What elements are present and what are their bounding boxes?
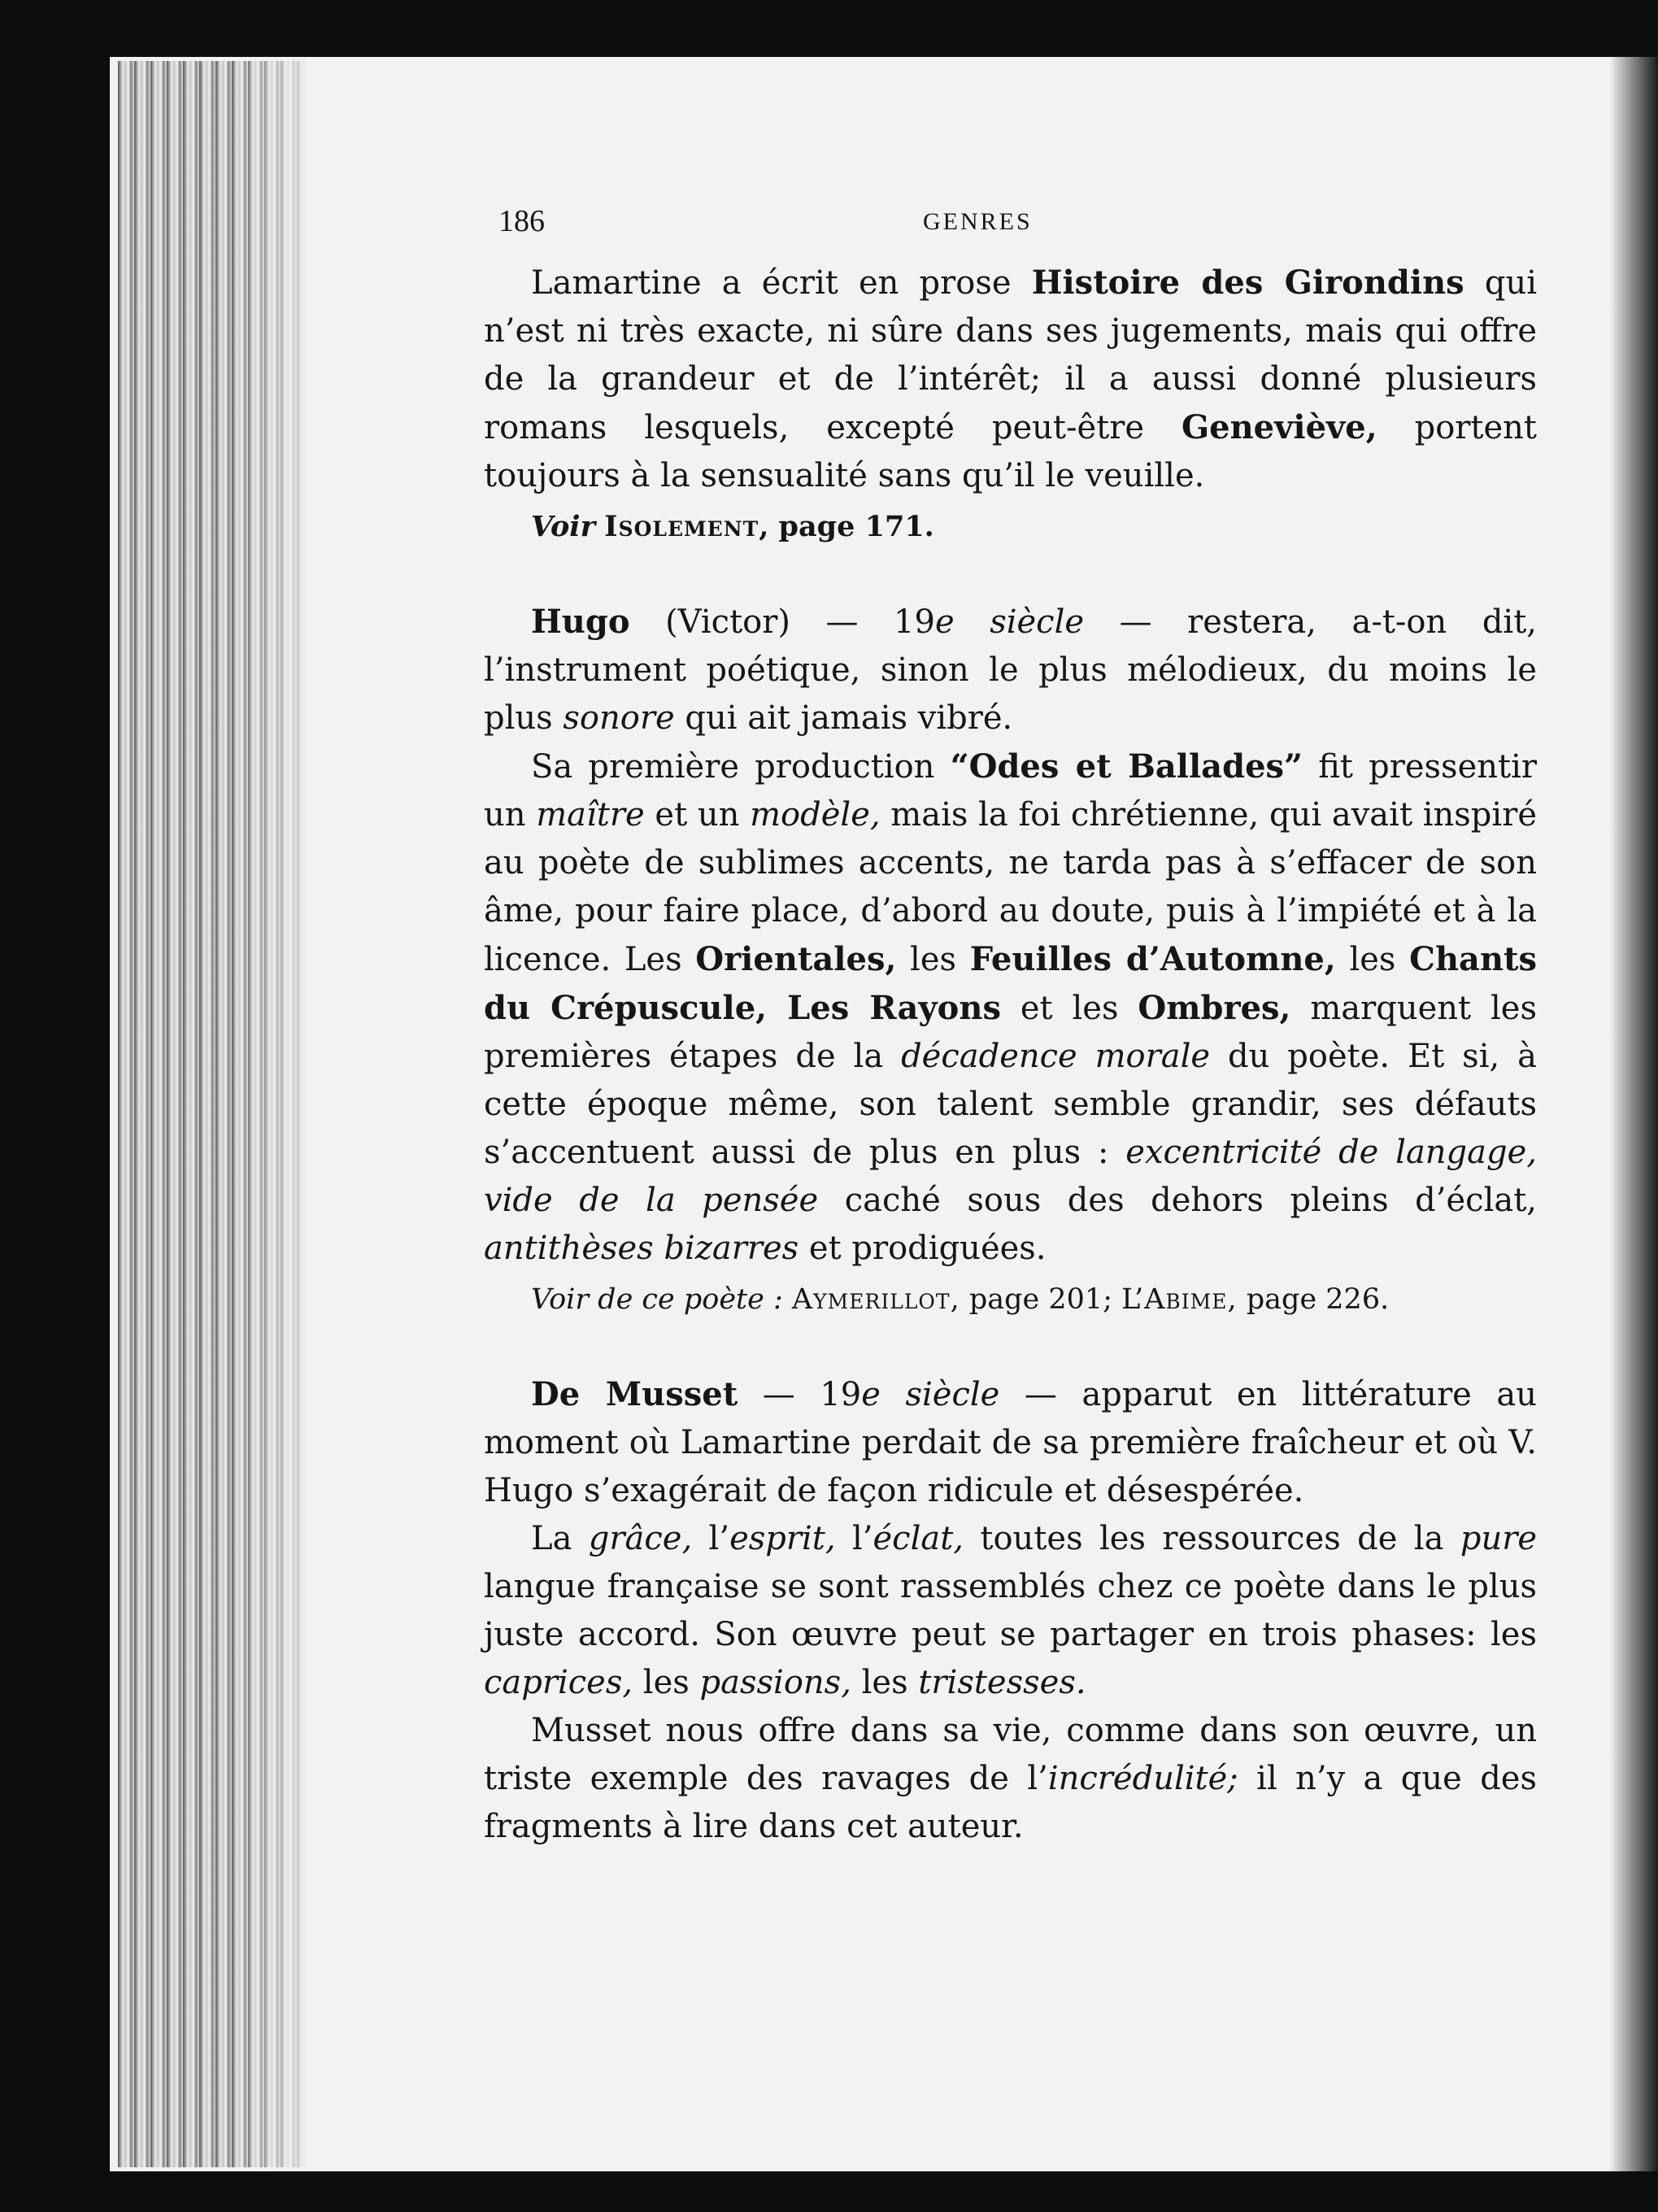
text-run: La	[531, 1520, 589, 1557]
page-number: 186	[498, 204, 545, 238]
emphasis-text: éclat,	[873, 1520, 964, 1557]
text-run: qui ait jamais vibré.	[674, 699, 1013, 737]
text-run: Musset nous offre dans sa vie, comme dans son œuvre, un triste exemple des ravages de l’	[484, 1712, 1537, 1797]
text-run: qui n’est ni très exacte, ni sûre dans ses jugements, mais qui offre de la grandeur et de l’intérêt; il a aussi donné plusieurs romans lesquels, excepté peut-être	[484, 264, 1537, 446]
running-head	[484, 203, 1537, 252]
book-title-odes-et-ballades: “Odes et Ballades”	[950, 747, 1303, 786]
musset-paragraph-2	[484, 1515, 1537, 1707]
text-run: mais la foi chrétienne, qui avait inspiré au poète de sublimes accents, ne tarda pas à s’effacer de son âme, pour faire place, d’abord au doute, puis à l’impiété et à la licence. Les	[484, 796, 1537, 978]
hugo-paragraph-1	[484, 598, 1537, 742]
emphasis-text: esprit,	[729, 1520, 836, 1557]
reference-title: Isolement,	[604, 510, 770, 543]
emphasis-text: modèle,	[750, 796, 881, 834]
text-run: (Victor) — 19	[629, 603, 935, 641]
reference-page: page 171.	[778, 510, 934, 543]
reference-title: Aymerillot,	[791, 1283, 960, 1316]
text-run: l’	[835, 1520, 873, 1557]
page-edges-fade	[236, 61, 325, 2167]
text-run: les	[851, 1664, 919, 1701]
text-run: marquent les premières étapes de la	[484, 990, 1537, 1075]
text-run: portent toujours à la sensualité sans qu’il le veuille.	[484, 409, 1537, 494]
emphasis-text: caprices,	[484, 1664, 633, 1701]
text-run: langue française se sont rassemblés chez ce poète dans le plus juste accord. Son œuvre peut se partager en trois phases: les	[484, 1568, 1537, 1653]
text-run: — 19	[738, 1376, 862, 1413]
text-run: fit pressentir un	[484, 748, 1537, 834]
text-run: il n’y a que des fragments à lire dans cet auteur.	[484, 1760, 1537, 1845]
emphasis-text: décadence morale	[901, 1038, 1211, 1075]
emphasis-text: antithèses bizarres	[484, 1230, 799, 1267]
emphasis-text: incrédulité;	[1047, 1760, 1238, 1797]
hugo-reference	[531, 1279, 1537, 1320]
hugo-paragraph-2	[484, 742, 1537, 1273]
emphasis-text: passions,	[699, 1664, 851, 1701]
text-run: Lamartine a écrit en prose	[531, 264, 1032, 302]
emphasis-text: grâce,	[588, 1520, 693, 1557]
lamartine-section	[484, 259, 1537, 500]
text-run: Sa première production	[531, 748, 951, 786]
reference-label: Voir	[531, 510, 596, 543]
emphasis-text: maître	[536, 796, 645, 834]
emphasis-text: excentricité de langage, vide de la pensée	[484, 1134, 1537, 1219]
text-run: et prodiguées.	[799, 1230, 1047, 1267]
text-run: du poète. Et si, à cette époque même, son talent semble grandir, ses défauts s’accentuent aussi de plus en plus :	[484, 1038, 1537, 1171]
musset-paragraph-3	[484, 1707, 1537, 1851]
author-name-hugo: Hugo	[531, 603, 630, 641]
book-title-genevieve: Geneviève,	[1181, 408, 1377, 446]
century-label: e siècle	[934, 603, 1085, 641]
running-head-title: GENRES	[923, 208, 1033, 235]
book-title-orientales: Orientales,	[695, 940, 897, 978]
binding-shadow	[1609, 57, 1658, 2171]
text-run: et un	[644, 796, 751, 834]
emphasis-text: pure	[1460, 1520, 1538, 1557]
book-title-ombres: Ombres,	[1138, 989, 1291, 1027]
reference-page: page 226.	[1246, 1283, 1390, 1316]
hugo-section	[484, 598, 1537, 1273]
reference-page: page 201;	[968, 1283, 1112, 1316]
section-gap	[484, 547, 1537, 598]
text-run: — apparut en littérature au moment où Lamartine perdait de sa première fraîcheur et où V. Hugo s’exagérait de façon ridicule et désespérée.	[484, 1376, 1538, 1509]
text-run: caché sous des dehors pleins d’éclat,	[818, 1182, 1538, 1219]
lamartine-reference	[531, 507, 1537, 547]
text-run: — restera, a-t-on dit, l’instrument poétique, sinon le plus mélodieux, du moins le plus	[484, 603, 1538, 737]
section-gap	[484, 1320, 1537, 1370]
century-label: e siècle	[861, 1376, 1000, 1413]
text-run: l’	[692, 1520, 730, 1557]
reference-title: L’Abime,	[1121, 1283, 1238, 1316]
emphasis-text: tristesses.	[918, 1664, 1086, 1701]
text-run: et les	[1000, 990, 1138, 1027]
emphasis-text: sonore	[563, 699, 675, 737]
text-run: les	[633, 1664, 700, 1701]
text-run: les	[896, 941, 970, 978]
lamartine-paragraph	[484, 259, 1537, 500]
book-title-chants-du-crepuscule: Chants du Crépuscule, Les Rayons	[484, 940, 1538, 1027]
book-title-histoire-des-girondins: Histoire des Girondins	[1031, 263, 1464, 302]
musset-section	[484, 1370, 1537, 1851]
book-title-feuilles-d-automne: Feuilles d’Automne,	[969, 940, 1336, 978]
reference-label: Voir de ce poète :	[531, 1283, 783, 1316]
author-name-musset: De Musset	[531, 1375, 738, 1413]
musset-paragraph-1	[484, 1370, 1537, 1515]
text-run: toutes les ressources de la	[964, 1520, 1460, 1557]
text-run: les	[1335, 941, 1410, 978]
page-text-area	[484, 203, 1537, 1851]
